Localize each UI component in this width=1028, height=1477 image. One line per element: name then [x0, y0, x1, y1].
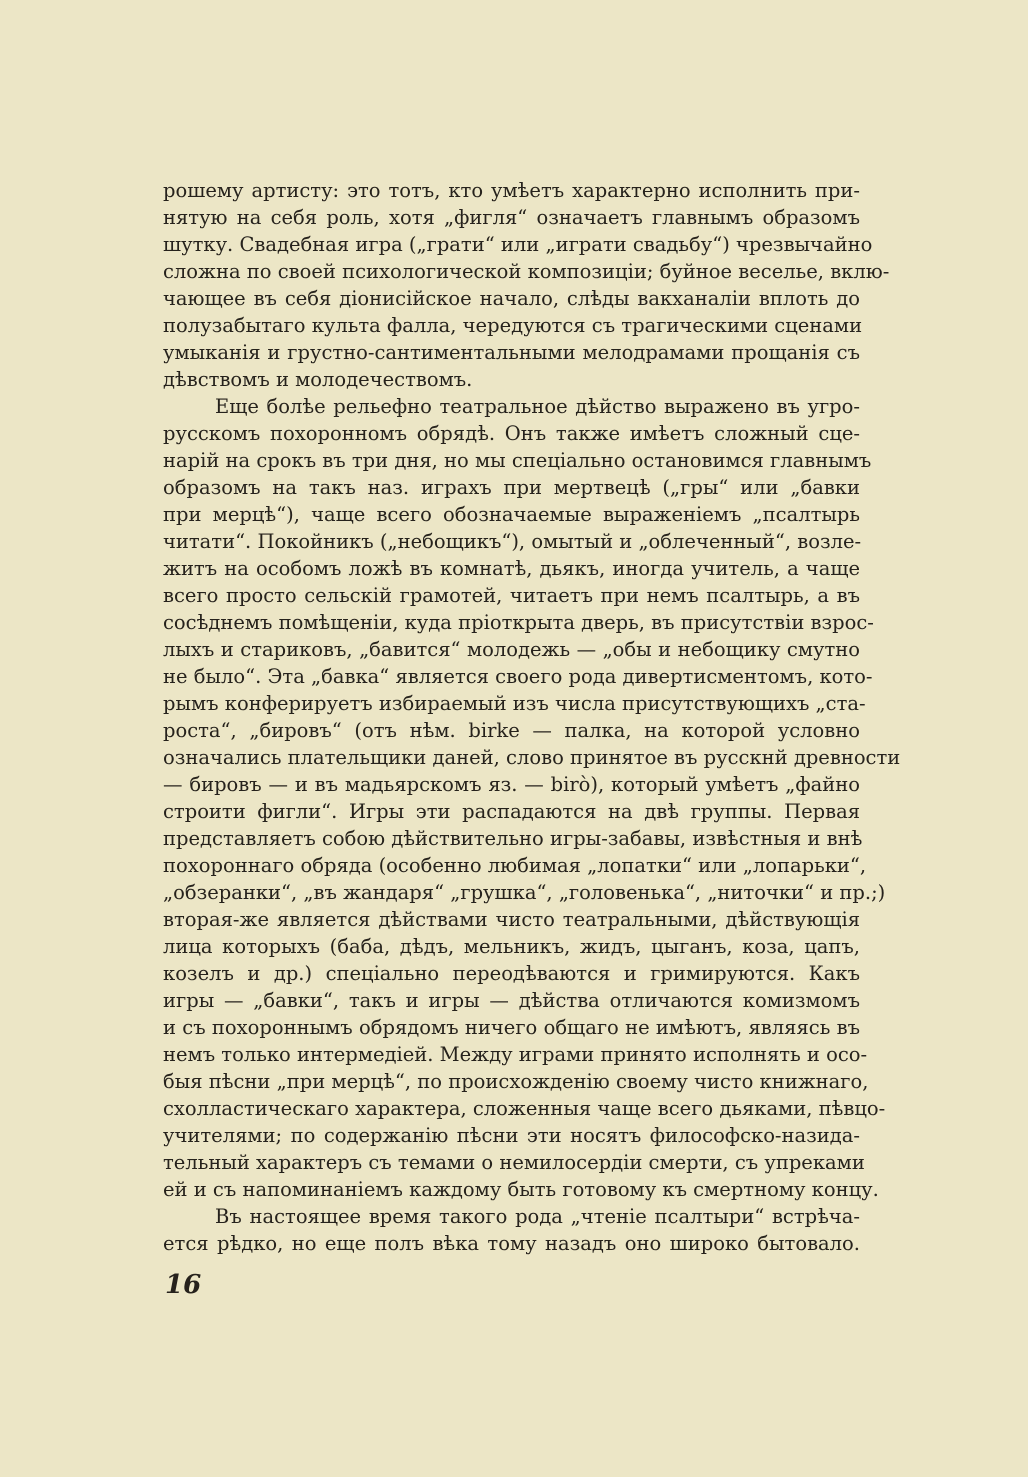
text-line: не было“. Эта „бавка“ является своего рода дивертисментомъ, кото- [163, 665, 873, 688]
body-text [163, 177, 901, 1257]
text-line: нарій на срокъ въ три дня, но мы спеціально остановимся главнымъ [163, 449, 872, 472]
text-line: роста“, „бировъ“ (отъ нѣм. birke — палка, на которой условно [163, 719, 860, 742]
text-line: русскомъ похоронномъ обрядѣ. Онъ также имѣетъ сложный сце- [163, 422, 860, 445]
text-line: нятую на себя роль, хотя „фигля“ означаетъ главнымъ образомъ [163, 206, 860, 229]
text-line: лица которыхъ (баба, дѣдъ, мельникъ, жидъ, цыганъ, коза, цапъ, [163, 935, 860, 958]
text-line: немъ только интермедіей. Между играми принято исполнять и осо- [163, 1043, 868, 1066]
page-number: 16 [165, 1270, 202, 1300]
text-line: чающее въ себя діонисійское начало, слѣды вакханаліи вплоть до [163, 287, 860, 310]
text-line: житъ на особомъ ложѣ въ комнатѣ, дьякъ, иногда учитель, а чаще [163, 557, 860, 580]
text-line: игры — „бавки“, такъ и игры — дѣйства отличаются комизмомъ [163, 989, 860, 1012]
text-line: дѣвствомъ и молодечествомъ. [163, 368, 473, 391]
text-line: схолластическаго характера, сложенныя чаще всего дьяками, пѣвцо- [163, 1097, 886, 1120]
text-line: учителями; по содержанію пѣсни эти носятъ философско-назида- [163, 1124, 860, 1147]
text-line: Въ настоящее время такого рода „чтеніе псалтыри“ встрѣча- [215, 1205, 860, 1228]
text-line: всего просто сельскій грамотей, читаетъ при немъ псалтырь, а въ [163, 584, 860, 607]
text-line: тельный характеръ съ темами о немилосердіи смерти, съ упреками [163, 1151, 865, 1174]
paragraph [163, 1203, 860, 1257]
text-line: Еще болѣе рельефно театральное дѣйство выражено въ угро- [215, 395, 860, 418]
text-line: при мерцѣ“), чаще всего обозначаемые выраженіемъ „псалтырь [163, 503, 860, 526]
paragraph [163, 177, 890, 393]
text-line: представляетъ собою дѣйствительно игры-забавы, извѣстныя и внѣ [163, 827, 863, 850]
text-line: вторая-же является дѣйствами чисто театральными, дѣйствующія [163, 908, 860, 931]
text-line: лыхъ и стариковъ, „бавится“ молодежь — „обы и небощику смутно [163, 638, 860, 661]
text-line: козелъ и др.) спеціально переодѣваются и гримируются. Какъ [163, 962, 860, 985]
text-line: рошему артисту: это тотъ, кто умѣетъ характерно исполнить при- [163, 179, 860, 202]
text-line: ется рѣдко, но еще полъ вѣка тому назадъ оно широко бытовало. [163, 1232, 860, 1255]
text-line: сложна по своей психологической композиціи; буйное веселье, вклю- [163, 260, 890, 283]
text-line: сосѣднемъ помѣщеніи, куда пріоткрыта дверь, въ присутствіи взрос- [163, 611, 874, 634]
text-line: — бировъ — и въ мадьярскомъ яз. — birò), который умѣетъ „файно [163, 773, 860, 796]
text-line: умыканія и грустно-сантиментальными мелодрамами прощанія съ [163, 341, 860, 364]
text-line: и съ похороннымъ обрядомъ ничего общаго не имѣютъ, являясь въ [163, 1016, 860, 1039]
paragraph [163, 393, 901, 1203]
text-line: означались плательщики даней, слово принятое въ русскнй древности [163, 746, 901, 769]
text-line: рымъ конферируетъ избираемый изъ числа присутствующихъ „ста- [163, 692, 866, 715]
text-line: шутку. Свадебная игра („грати“ или „играти свадьбу“) чрезвычайно [163, 233, 873, 256]
text-line: строити фигли“. Игры эти распадаются на двѣ группы. Первая [163, 800, 860, 823]
text-line: ей и съ напоминаніемъ каждому быть готовому къ смертному концу. [163, 1178, 879, 1201]
text-line: похороннаго обряда (особенно любимая „лопатки“ или „лопарьки“, [163, 854, 867, 877]
text-line: образомъ на такъ наз. играхъ при мертвецѣ („гры“ или „бавки [163, 476, 860, 499]
text-line: читати“. Покойникъ („небощикъ“), омытый и „облеченный“, возле- [163, 530, 862, 553]
text-line: „обзеранки“, „въ жандаря“ „грушка“, „головенька“, „ниточки“ и пр.;) [163, 881, 886, 904]
text-line: полузабытаго культа фалла, чередуются съ трагическими сценами [163, 314, 863, 337]
text-line: быя пѣсни „при мерцѣ“, по происхожденію своему чисто книжнаго, [163, 1070, 869, 1093]
